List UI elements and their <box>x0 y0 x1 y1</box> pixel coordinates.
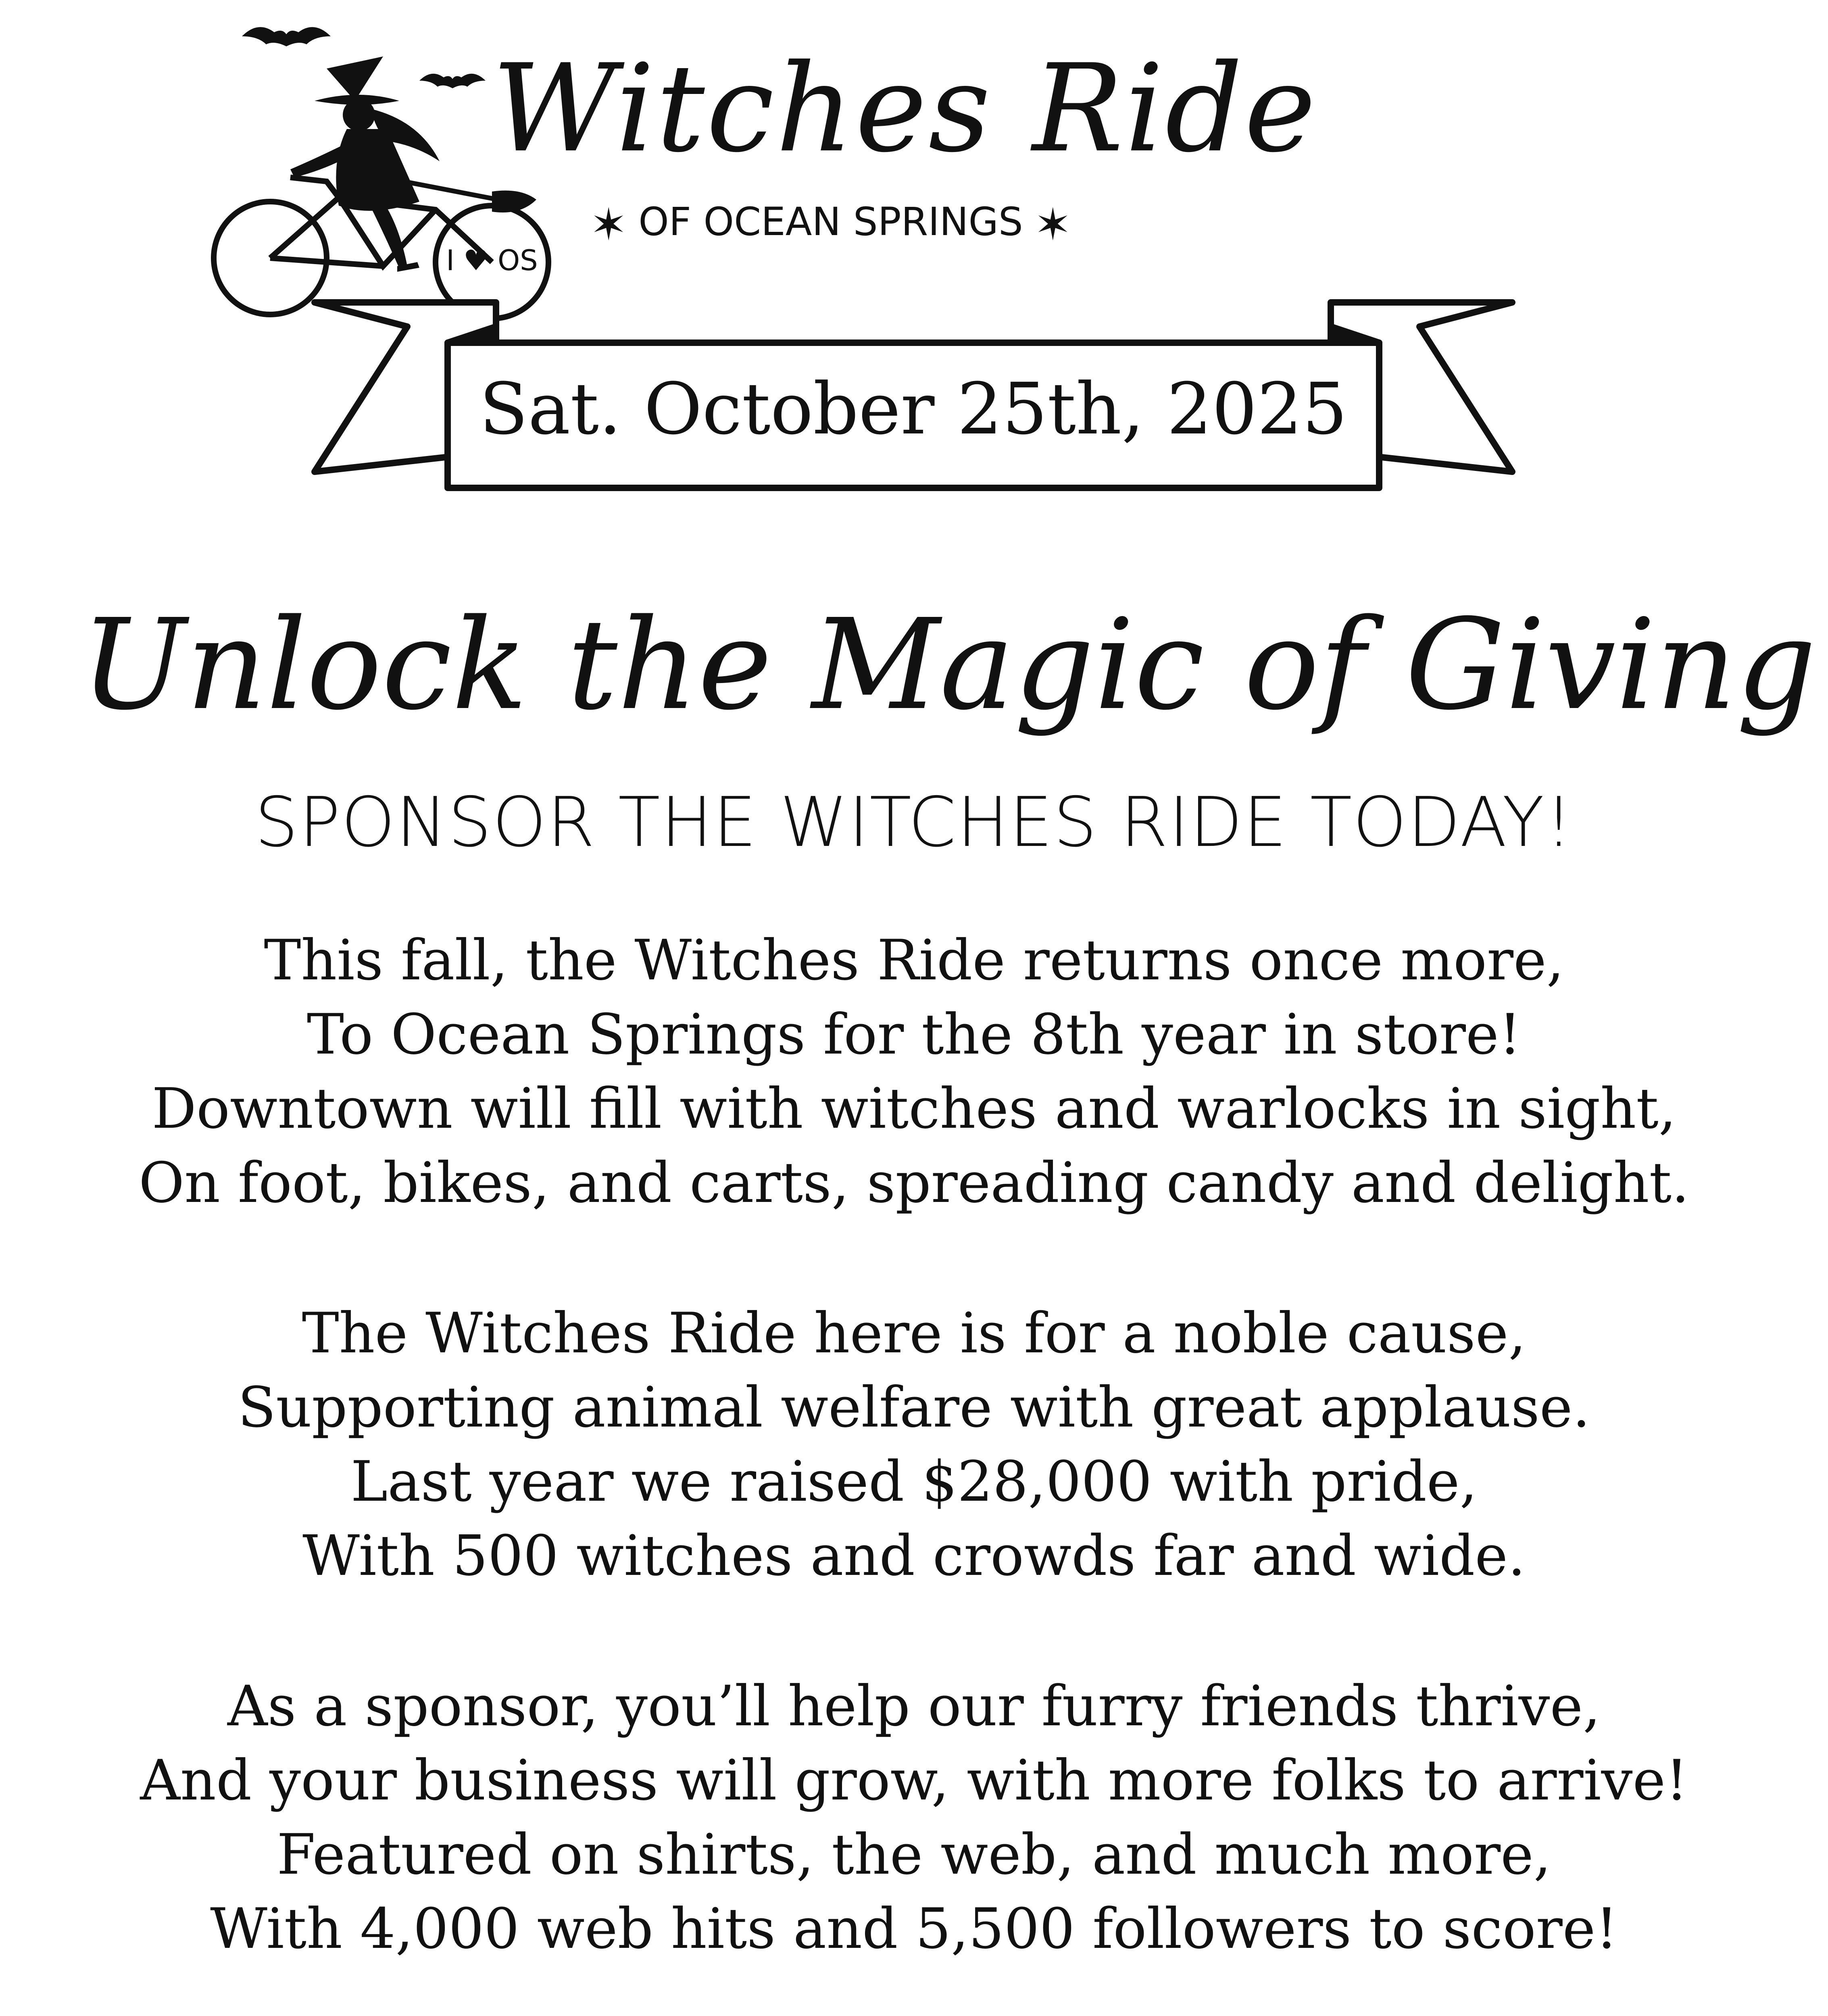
star-icon: ✶ <box>1034 198 1071 250</box>
headline-subtitle: SPONSOR THE WITCHES RIDE TODAY! <box>254 783 1574 862</box>
headline-title: Unlock the Magic of Giving <box>81 592 1816 738</box>
poem-line: And your business will grow, with more folks to arrive! <box>140 1748 1688 1813</box>
bat-icon <box>419 74 486 88</box>
poem-line: This fall, the Witches Ride returns once more, <box>264 928 1564 993</box>
poem-stanza-3 <box>81 1669 1747 1966</box>
poem-line: Featured on shirts, the web, and much more, <box>277 1822 1551 1887</box>
star-icon: ✶ <box>590 198 627 250</box>
poem-stanza-2 <box>81 1296 1747 1593</box>
poem-line: With 4,000 web hits and 5,500 followers to score! <box>210 1896 1618 1961</box>
poem-line: On foot, bikes, and carts, spreading candy and delight. <box>139 1150 1689 1215</box>
poem-line: Downtown will fill with witches and warlocks in sight, <box>152 1076 1676 1141</box>
poem-line: Last year we raised $28,000 with pride, <box>350 1449 1478 1514</box>
i-heart-os-badge: I ♥ OS <box>446 244 538 277</box>
event-date: Sat. October 25th, 2025 <box>479 368 1348 450</box>
poem-line: The Witches Ride here is for a noble cause, <box>302 1301 1526 1366</box>
bat-icon <box>242 27 331 46</box>
poem-line: To Ocean Springs for the 8th year in store! <box>306 1002 1522 1067</box>
poem-line: As a sponsor, you’ll help our furry friends thrive, <box>227 1674 1601 1739</box>
logo-subtitle: OF OCEAN SPRINGS <box>638 199 1023 244</box>
poem-line: Supporting animal welfare with great applause. <box>238 1375 1590 1440</box>
poem-line: With 500 witches and crowds far and wide. <box>302 1523 1526 1588</box>
logo-title: Witches Ride <box>492 38 1318 179</box>
logo-subtitle-row <box>492 194 1169 253</box>
poem-stanza-1 <box>81 923 1747 1220</box>
